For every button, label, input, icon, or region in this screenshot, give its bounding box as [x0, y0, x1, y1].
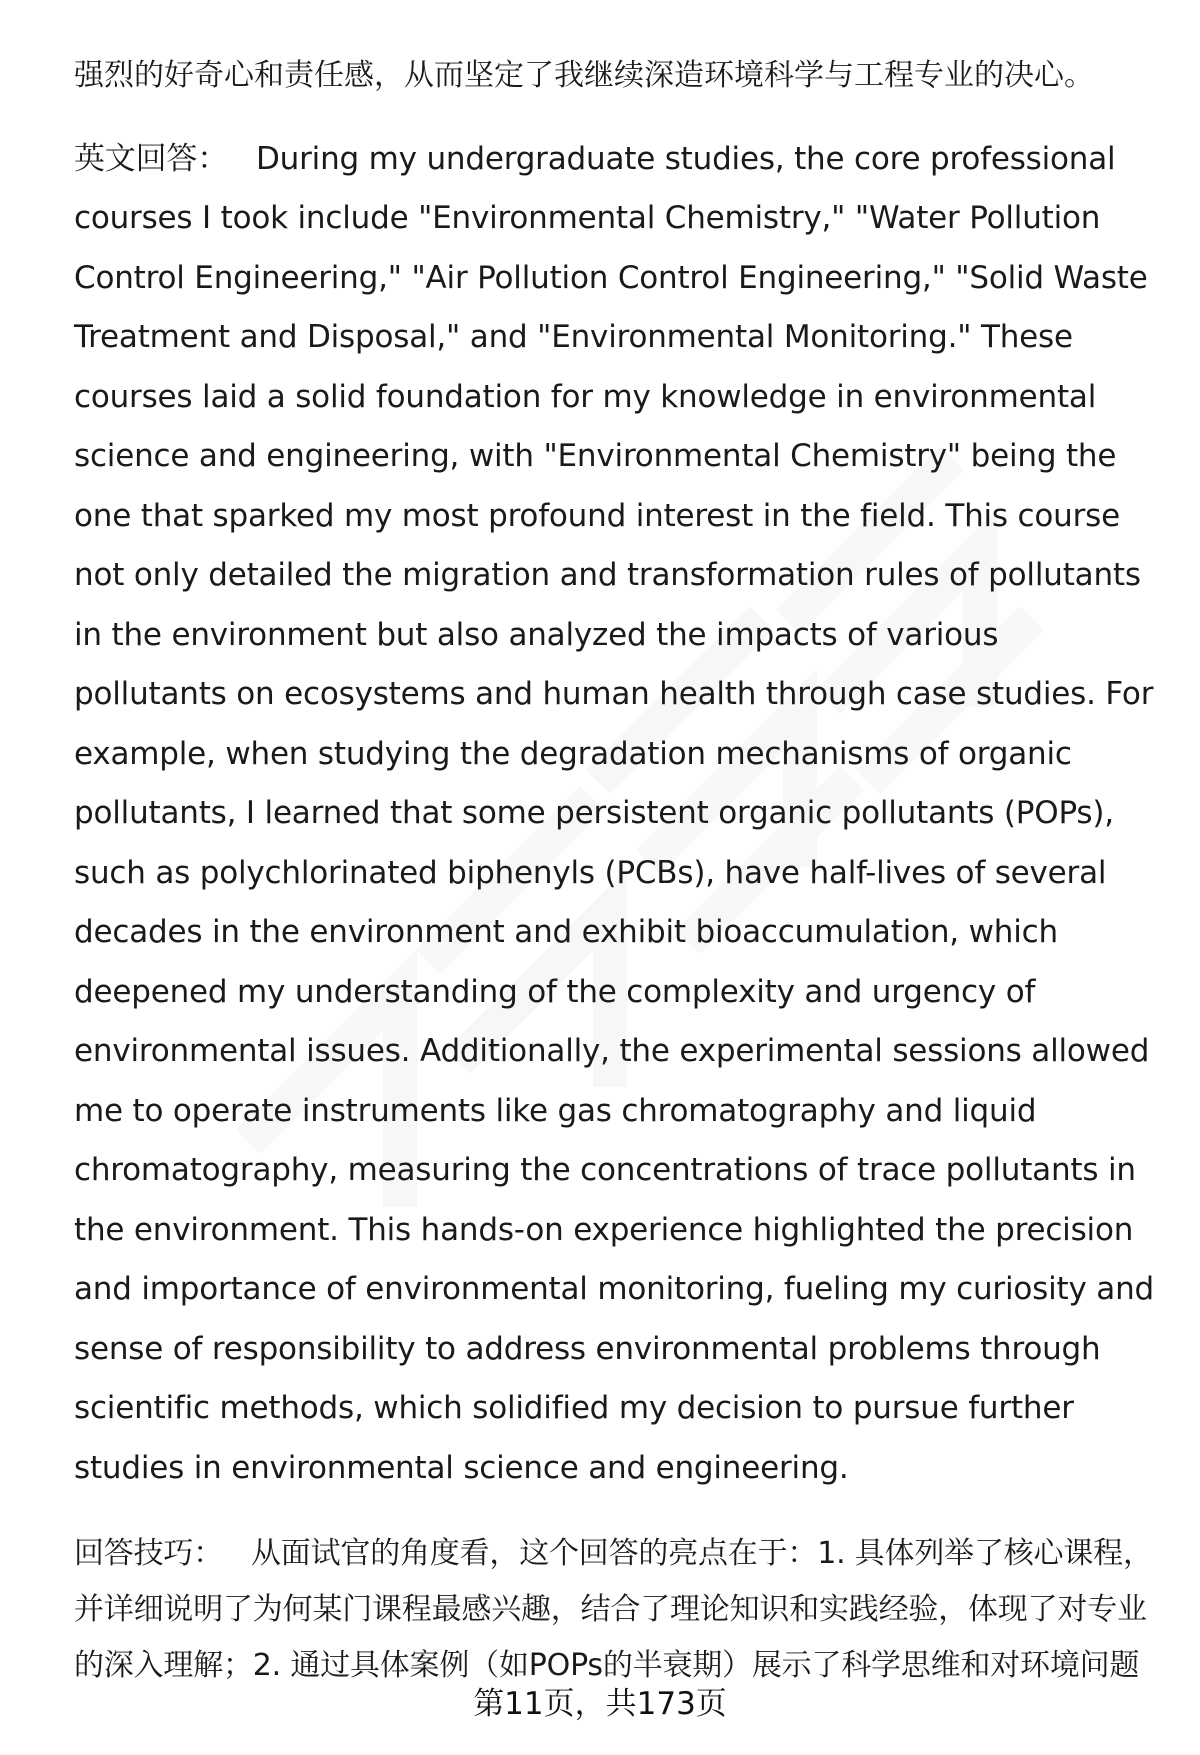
- answer-tips-label: 回答技巧：: [74, 1536, 223, 1571]
- english-answer: [74, 130, 1154, 1499]
- english-answer-text: During my undergraduate studies, the core professional courses I took include "Environmental Chemistry," "Water Pollution Control Engineering," "Air Pollution Control Engineering," "Solid Waste Treatment and Disposal," and "Environmental Monitoring." These courses laid a solid foundation for my knowledge in environmental science and engineering, with "Environmental Chemistry" being the one that sparked my most profound interest in the field. This course not only detailed the migration and transformation rules of pollutants in the environment but also analyzed the impacts of various pollutants on ecosystems and human health through case studies. For example, when studying the degradation mechanisms of organic pollutants, I learned that some persistent organic pollutants (POPs), such as polychlorinated biphenyls (PCBs), have half-lives of several decades in the environment and exhibit bioaccumulation, which deepened my understanding of the complexity and urgency of environmental issues. Additionally, the experimental sessions allowed me to operate instruments like gas chromatography and liquid chromatography, measuring the concentrations of trace pollutants in the environment. This hands-on experience highlighted the precision and importance of environmental monitoring, fueling my curiosity and sense of responsibility to address environmental problems through scientific methods, which solidified my decision to pursue further studies in environmental science and engineering.: [74, 140, 1154, 1486]
- opening-line: 强烈的好奇心和责任感，从而坚定了我继续深造环境科学与工程专业的决心。: [74, 58, 1094, 93]
- answer-tips-text: 从面试官的角度看，这个回答的亮点在于：1. 具体列举了核心课程，并详细说明了为何某门课程最感兴趣，结合了理论知识和实践经验，体现了对专业的深入理解；2. 通过具体案例（如POPs的半衰期）展示了科学思维和对环境问题: [74, 1536, 1153, 1683]
- page-indicator: 第11页，共173页: [473, 1686, 727, 1722]
- answer-tips: [74, 1526, 1154, 1694]
- document-body: [74, 46, 1154, 1694]
- english-answer-label: 英文回答：: [74, 140, 228, 177]
